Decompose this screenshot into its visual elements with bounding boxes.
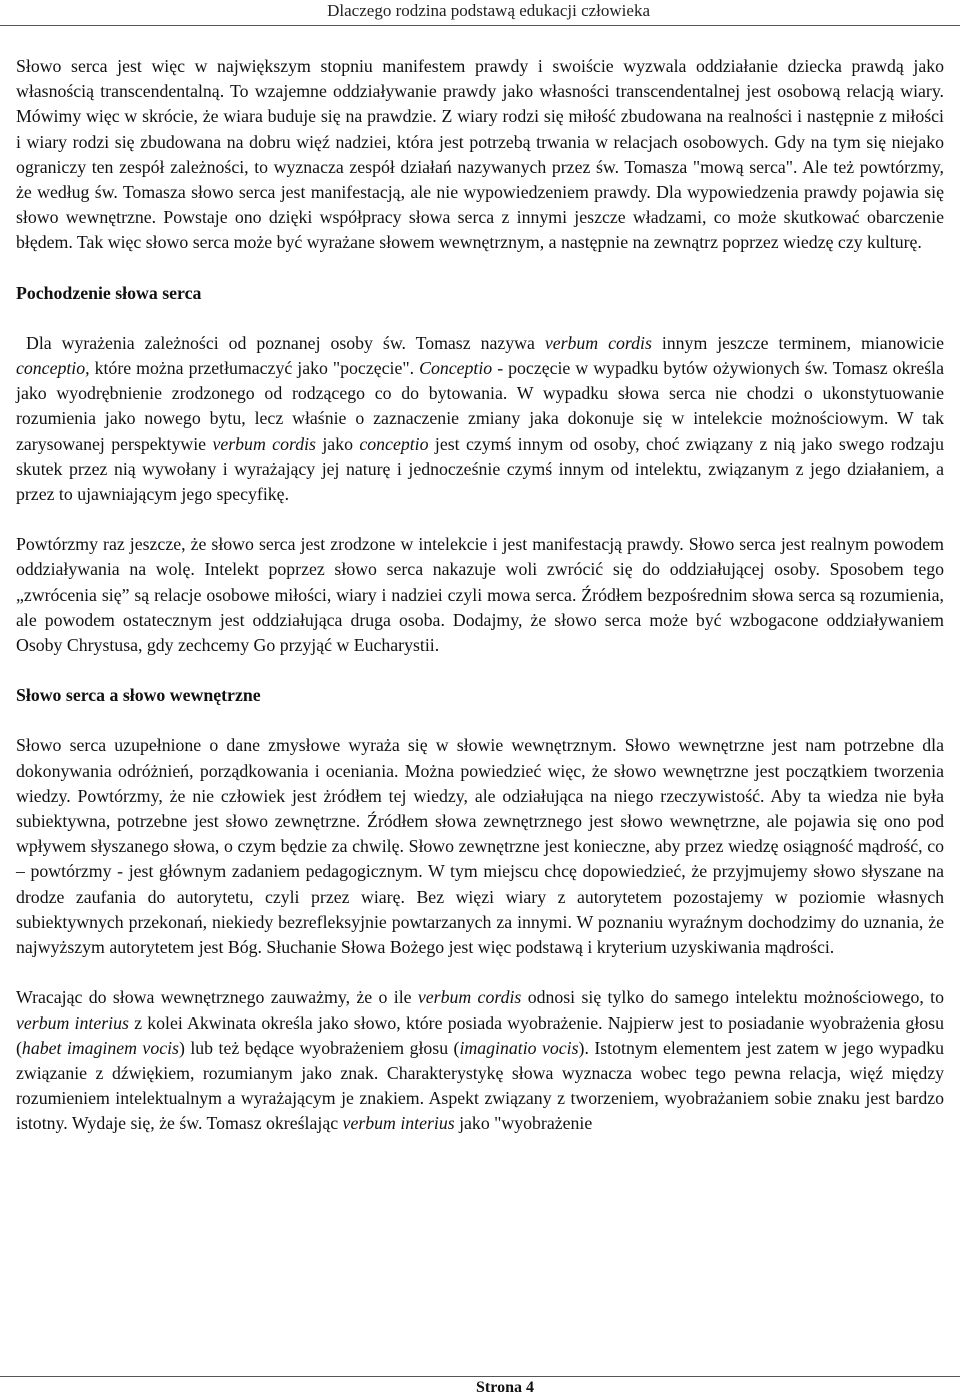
italic-term: verbum cordis	[544, 332, 652, 353]
text-run: ). Istotnym elementem jest zatem w jego wypadku związanie z dźwiękiem, rozumianym jako znak. Charakterystykę słowa wyznacza wobec tego pewna relacja, więź między rozumieniem intelektualnym a wyrażającym je znakiem. Aspekt związany z tworzeniem, wyobrażaniem sobie znaku jest bardzo istotny. Wydaje się, że św. Tomasz określając	[16, 1037, 945, 1134]
text-run: Słowo serca uzupełnione o dane zmysłowe wyraża się w słowie wewnętrznym. Słowo wewnętrzne jest nam potrzebne dla dokonywania odróżnień, porządkowania i oceniania. Można powiedzieć więc, że słowo wewnętrzne jest początkiem tworzenia wiedzy. Powtórzmy, że nie człowiek jest żródłem tej wiedzy, ale odziałująca na niego rzeczywistość. Aby ta wiedza nie była subiektywna, potrzebne jest słowo zewnętrzne. Źródłem słowa zewnętrznego jest słowo wewnętrzne, ale pojawia się ono pod wpływem słyszanego słowa, o czym będzie za chwilę. Słowo zewnętrzne jest konieczne, aby przez wiedzę osiągność mądrość, co – powtórzmy - jest głównym zadaniem pedagogicznym. W tym miejscu chcę dopowiedzieć, że przyjmujemy słowo słyszane na drodze zaufania do autorytetu, czyli przez wiarę. Bez więzi wiary z autorytetem pozostajemy w poziomie własnych subiektywnych przekonań, niekiedy bezrefleksyjnie powtarzanych za innymi. W poznaniu wyraźnym dochodzimy do uznania, że najwyższym autorytetem jest Bóg. Słuchanie Słowa Bożego jest więc podstawą i kryterium uzyskiwania mądrości.	[16, 735, 944, 958]
paragraph-spacer	[16, 658, 944, 683]
text-run: jako	[315, 433, 360, 454]
text-run: Wracając do słowa wewnętrznego zauważmy, że o ile	[16, 987, 418, 1008]
text-run: jest czymś innym od osoby, choć związany z nią jako swego rodzaju skutek przez nią wywołany i wyrażający jej naturę i jednocześnie czymś innym od intelektu, związanym z jego działaniem, a przez to ujawniającym jego specyfikę.	[16, 433, 944, 505]
paragraph-spacer	[16, 507, 944, 532]
text-run: z kolei Akwinata określa jako słowo, które posiada wyobrażenie. Najpierw jest to posiadanie wyobrażenia głosu (	[16, 1012, 944, 1058]
text-run: które można przetłumaczyć jako "poczęcie".	[89, 358, 420, 379]
body-paragraph	[16, 733, 944, 960]
italic-term: verbum interius	[342, 1113, 455, 1134]
body-paragraph	[16, 532, 944, 658]
section-heading: Słowo serca a słowo wewnętrzne	[16, 685, 261, 706]
italic-term: imaginatio vocis	[459, 1037, 579, 1058]
italic-term: Conceptio	[419, 358, 493, 379]
paragraph-spacer	[16, 708, 944, 733]
body-paragraph	[16, 331, 944, 507]
italic-term: conceptio,	[16, 358, 90, 379]
text-run: - poczęcie w wypadku bytów ożywionych św. Tomasz określa jako wyodrębnienie zrodzonego od rodzącego co do bytowania. W wypadku słowa serca nie chodzi o ukonstytuowanie rozumienia jako nowego bytu, lecz właśnie o zaznaczenie zmiany jaka dokonuje się w intelekcie możnościowym. W tak zarysowanej perspektywie	[16, 358, 944, 454]
running-header: Dlaczego rodzina podstawą edukacji człowieka	[0, 0, 960, 26]
text-run: jako "wyobrażenie	[454, 1113, 593, 1134]
text-run: Powtórzmy raz jeszcze, że słowo serca jest zrodzone w intelekcie i jest manifestacją prawdy. Słowo serca jest realnym powodem oddziaływania na wolę. Intelekt poprzez słowo serca nakazuje woli zwrócić się do oddziałującej osoby. Sposobem tego „zwrócenia się” są relacje osobowe miłości, wiary i nadziei czyli mowa serca. Źródłem bezpośrednim słowa serca są rozumienia, ale powodem ostatecznym jest oddziałująca druga osoba. Dodajmy, że słowo serca może być wzbogacone oddziaływaniem Osoby Chrystusa, gdy zechcemy Go przyjąć w Eucharystii.	[16, 534, 944, 656]
document-body	[16, 54, 944, 1137]
paragraph-spacer	[16, 960, 944, 985]
body-paragraph	[16, 985, 944, 1136]
text-run: ) lub też będące wyobrażeniem głosu (	[178, 1037, 460, 1058]
paragraph-spacer	[16, 256, 944, 281]
paragraph-spacer	[16, 306, 944, 331]
section-heading: Pochodzenie słowa serca	[16, 282, 202, 303]
text-run: Słowo serca jest więc w największym stopniu manifestem prawdy i swoiście wyzwala oddziałanie dziecka prawdą jako własnością transcendentalną. To wzajemne oddziaływanie prawdy jako własności transcendentalnej jest osobową relacją wiary. Mówimy więc w skrócie, że wiara buduje się na prawdzie. Z wiary rodzi się miłość zbudowana na realności i następnie z miłości i wiary rodzi się zbudowana na dobru więź nadziei, która jest potrzebą trwania w relacjach osobowych. Gdy na tym się niejako ograniczy ten zespół zależności, to wyznacza zespół działań nazywanych przez św. Tomasza "mową serca". Ale też powtórzmy, że według św. Tomasza słowo serca jest manifestacją, ale nie wypowiedzeniem prawdy. Dla wypowiedzenia prawdy pojawia się słowo wewnętrzne. Powstaje ono dzięki współpracy słowa serca z innymi jeszcze władzami, co może skutkować obarczenie błędem. Tak więc słowo serca może być wyrażane słowem wewnętrznym, a następnie na zewnątrz poprzez wiedzę czy kulturę.	[16, 56, 944, 253]
body-paragraph	[16, 54, 944, 256]
italic-term: habet imaginem vocis	[21, 1037, 179, 1058]
text-run: Dla wyrażenia zależności od poznanej osoby św. Tomasz nazywa	[26, 332, 545, 353]
italic-term: verbum cordis	[417, 987, 522, 1008]
text-run: odnosi się tylko do samego intelektu możnościowego, to	[521, 987, 944, 1008]
page-number-footer: Strona 4	[0, 1376, 960, 1400]
text-run: innym jeszcze terminem, mianowicie	[651, 332, 944, 353]
italic-term: conceptio	[359, 433, 429, 454]
italic-term: verbum cordis	[212, 433, 316, 454]
italic-term: verbum interius	[16, 1012, 129, 1033]
